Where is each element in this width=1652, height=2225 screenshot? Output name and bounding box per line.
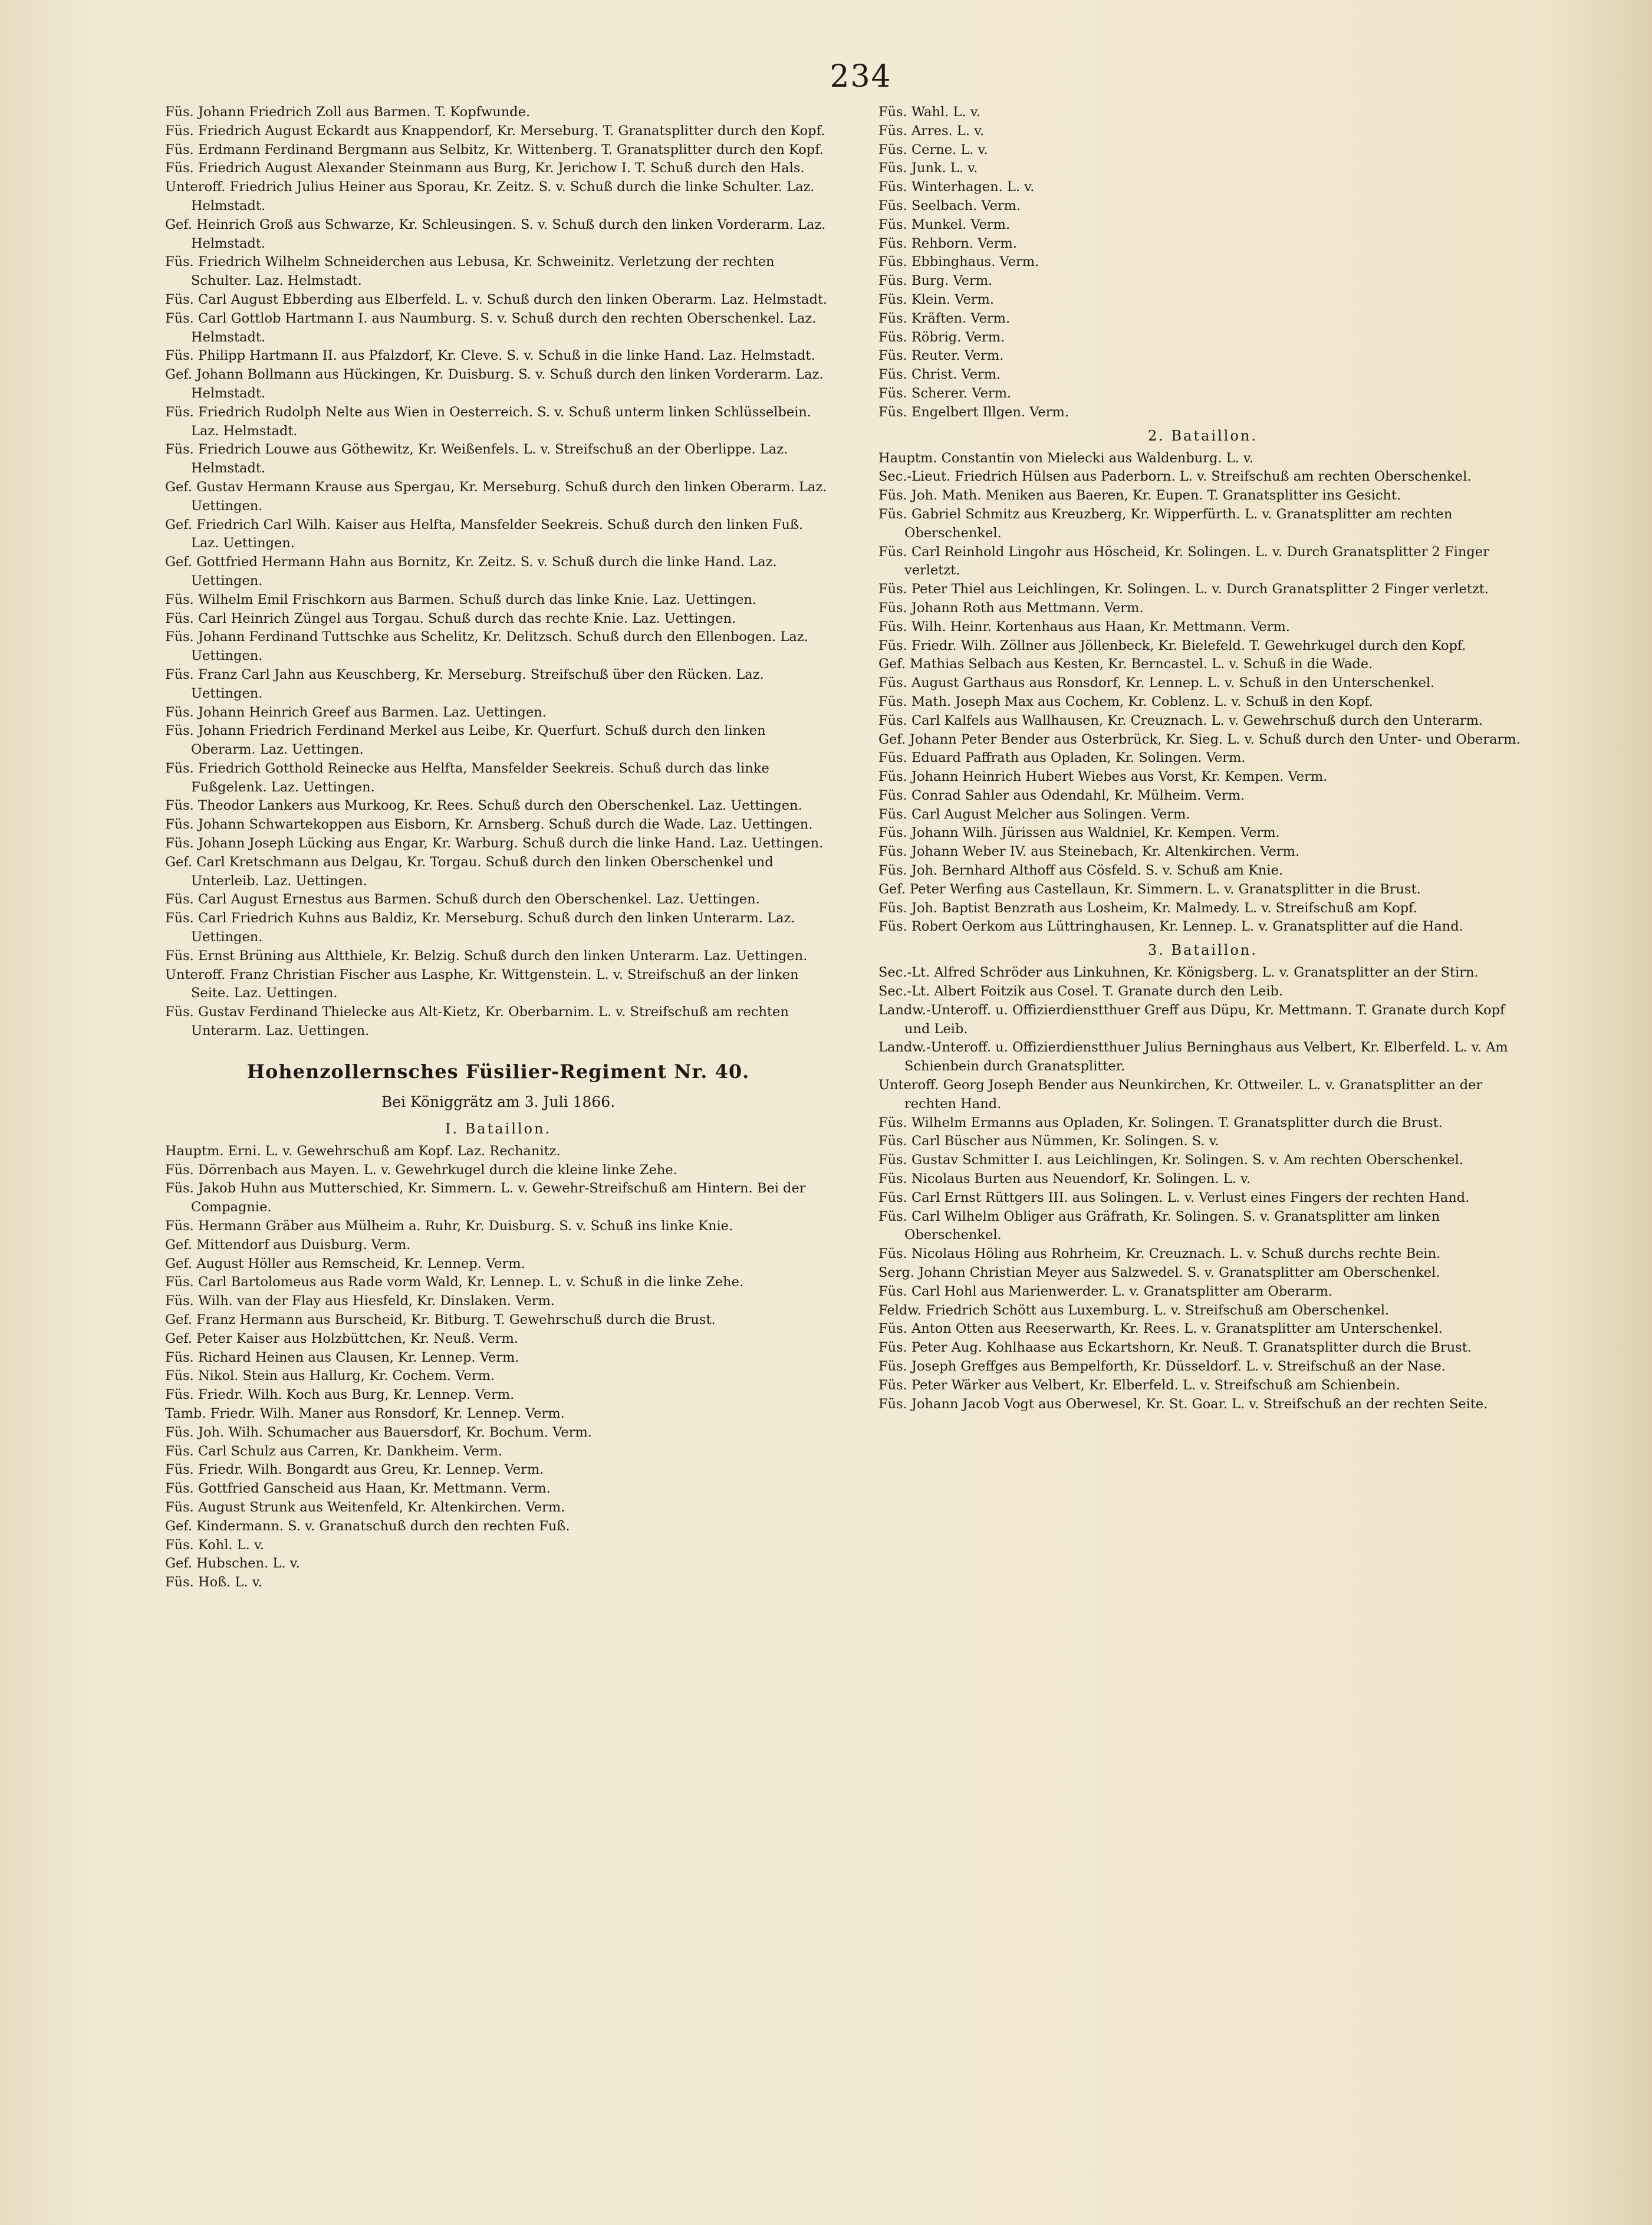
casualty-entry: Gef. Mathias Selbach aus Kesten, Kr. Berncastel. L. v. Schuß in die Wade. (878, 656, 1373, 672)
casualty-entry: Füs. Ebbinghaus. Verm. (878, 254, 1039, 270)
casualty-entry: Füs. Friedrich Wilhelm Schneiderchen aus Lebusa, Kr. Schweinitz. Verletzung der rechten Schulter. Laz. Helmstadt. (165, 254, 775, 289)
casualty-entry: Füs. Friedrich Rudolph Nelte aus Wien in Oesterreich. S. v. Schuß unterm linken Schlüsselbein. Laz. Helmstadt. (165, 404, 812, 439)
casualty-entry: Sec.-Lieut. Friedrich Hülsen aus Paderborn. L. v. Streifschuß am rechten Oberschenkel. (878, 469, 1472, 485)
casualty-entry: Füs. Winterhagen. L. v. (878, 179, 1035, 195)
right-column (878, 103, 1527, 1414)
casualty-entry: Füs. Röbrig. Verm. (878, 329, 1005, 345)
casualty-entry: Füs. August Strunk aus Weitenfeld, Kr. Altenkirchen. Verm. (165, 1499, 565, 1515)
casualty-entry: Füs. Johann Friedrich Ferdinand Merkel aus Leibe, Kr. Querfurt. Schuß durch den linken Oberarm. Laz. Uettingen. (165, 723, 766, 758)
casualty-entry: Füs. Dörrenbach aus Mayen. L. v. Gewehrkugel durch die kleine linke Zehe. (165, 1162, 677, 1178)
casualty-entry: Gef. Peter Werfing aus Castellaun, Kr. Simmern. L. v. Granatsplitter in die Brust. (878, 881, 1421, 897)
battalion-1-list (165, 1142, 831, 1592)
casualty-entry: Füs. Joh. Bernhard Althoff aus Cösfeld. S. v. Schuß am Knie. (878, 863, 1284, 879)
casualty-entry: Gef. August Höller aus Remscheid, Kr. Lennep. Verm. (165, 1256, 525, 1271)
casualty-entry: Hauptm. Constantin von Mielecki aus Waldenburg. L. v. (878, 450, 1254, 466)
casualty-entry: Füs. Wilh. Heinr. Kortenhaus aus Haan, Kr. Mettmann. Verm. (878, 619, 1290, 635)
casualty-entry: Füs. Eduard Paffrath aus Opladen, Kr. Solingen. Verm. (878, 750, 1246, 766)
casualty-entry: Füs. Carl Ernst Rüttgers III. aus Solingen. L. v. Verlust eines Fingers der rechten Hand. (878, 1189, 1470, 1205)
page-number: 234 (830, 59, 892, 94)
casualty-entry: Füs. Carl Hohl aus Marienwerder. L. v. Granatsplitter am Oberarm. (878, 1283, 1332, 1299)
casualty-entry: Füs. Friedrich August Eckardt aus Knappendorf, Kr. Merseburg. T. Granatsplitter durch den Kopf. (165, 123, 825, 139)
casualty-entry: Füs. Joh. Wilh. Schumacher aus Bauersdorf, Kr. Bochum. Verm. (165, 1424, 592, 1440)
casualty-entry: Füs. Wilhelm Emil Frischkorn aus Barmen. Schuß durch das linke Knie. Laz. Uettingen. (165, 591, 757, 607)
casualty-entry: Füs. Franz Carl Jahn aus Keuschberg, Kr. Merseburg. Streifschuß über den Rücken. Laz. Uettingen. (165, 666, 764, 701)
casualty-entry: Gef. Carl Kretschmann aus Delgau, Kr. Torgau. Schuß durch den linken Oberschenkel und Unterleib. Laz. Uettingen. (165, 854, 774, 889)
casualty-entry: Füs. Jakob Huhn aus Mutterschied, Kr. Simmern. L. v. Gewehr-Streifschuß am Hintern. Bei der Compagnie. (165, 1181, 806, 1215)
casualty-entry: Füs. Joseph Greffges aus Bempelforth, Kr. Düsseldorf. L. v. Streifschuß an der Nase. (878, 1359, 1446, 1374)
casualty-entry: Füs. Robert Oerkom aus Lüttringhausen, Kr. Lennep. L. v. Granatsplitter auf die Hand. (878, 919, 1463, 935)
casualty-entry: Füs. Johann Ferdinand Tuttschke aus Schelitz, Kr. Delitzsch. Schuß durch den Ellenbogen. Laz. Uettingen. (165, 629, 808, 664)
casualty-entry: Tamb. Friedr. Wilh. Maner aus Ronsdorf, Kr. Lennep. Verm. (165, 1406, 565, 1421)
casualty-entry: Füs. Peter Aug. Kohlhaase aus Eckartshorn, Kr. Neuß. T. Granatsplitter durch die Brust. (878, 1340, 1472, 1356)
casualty-entry: Füs. August Garthaus aus Ronsdorf, Kr. Lennep. L. v. Schuß in den Unterschenkel. (878, 675, 1435, 691)
casualty-entry: Füs. Reuter. Verm. (878, 348, 1004, 364)
casualty-entry: Füs. Carl Schulz aus Carren, Kr. Dankheim. Verm. (165, 1443, 503, 1459)
casualty-entry: Füs. Peter Wärker aus Velbert, Kr. Elberfeld. L. v. Streifschuß am Schienbein. (878, 1377, 1400, 1393)
casualty-entry: Füs. Friedrich Gotthold Reinecke aus Helfta, Mansfelder Seekreis. Schuß durch das linke Fußgelenk. Laz. Uettingen. (165, 760, 769, 795)
casualty-entry: Füs. Carl Bartolomeus aus Rade vorm Wald, Kr. Lennep. L. v. Schuß in die linke Zehe. (165, 1274, 744, 1290)
casualty-entry: Füs. Johann Friedrich Zoll aus Barmen. T. Kopfwunde. (165, 104, 531, 120)
casualty-entry: Gef. Johann Bollmann aus Hückingen, Kr. Duisburg. S. v. Schuß durch den linken Vorderarm. Laz. Helmstadt. (165, 367, 824, 401)
casualty-entry: Füs. Anton Otten aus Reeserwarth, Kr. Rees. L. v. Granatsplitter am Unterschenkel. (878, 1321, 1443, 1337)
casualty-entry: Füs. Carl Wilhelm Obliger aus Gräfrath, Kr. Solingen. S. v. Granatsplitter am linken Oberschenkel. (878, 1208, 1440, 1243)
casualty-entry: Gef. Mittendorf aus Duisburg. Verm. (165, 1237, 411, 1253)
casualty-entry: Füs. Nicolaus Höling aus Rohrheim, Kr. Creuznach. L. v. Schuß durchs rechte Bein. (878, 1246, 1441, 1262)
casualty-entry: Füs. Kräften. Verm. (878, 310, 1011, 326)
casualty-entry: Füs. Burg. Verm. (878, 273, 993, 289)
battalion-1-list-continued (878, 103, 1527, 422)
casualty-entry: Füs. Joh. Math. Meniken aus Baeren, Kr. Eupen. T. Granatsplitter ins Gesicht. (878, 488, 1401, 504)
casualty-entry: Sec.-Lt. Albert Foitzik aus Cosel. T. Granate durch den Leib. (878, 984, 1284, 1000)
casualty-entry: Füs. Carl August Ebberding aus Elberfeld. L. v. Schuß durch den linken Oberarm. Laz. Helmstadt. (165, 291, 828, 307)
casualty-entry: Füs. Johann Weber IV. aus Steinebach, Kr. Altenkirchen. Verm. (878, 844, 1300, 860)
casualty-entry: Gef. Hubschen. L. v. (165, 1556, 300, 1572)
casualty-entry: Füs. Math. Joseph Max aus Cochem, Kr. Coblenz. L. v. Schuß in den Kopf. (878, 694, 1373, 709)
casualty-entry: Füs. Gabriel Schmitz aus Kreuzberg, Kr. Wipperfürth. L. v. Granatsplitter am rechten Oberschenkel. (878, 506, 1453, 541)
casualty-entry: Füs. Joh. Baptist Benzrath aus Losheim, Kr. Malmedy. L. v. Streifschuß am Kopf. (878, 900, 1417, 916)
casualty-entry: Füs. Philipp Hartmann II. aus Pfalzdorf, Kr. Cleve. S. v. Schuß in die linke Hand. Laz. Helmstadt. (165, 348, 815, 364)
casualty-entry: Füs. Theodor Lankers aus Murkoog, Kr. Rees. Schuß durch den Oberschenkel. Laz. Uettingen. (165, 798, 802, 814)
casualty-entry: Füs. Johann Heinrich Greef aus Barmen. Laz. Uettingen. (165, 704, 547, 720)
casualty-entry: Füs. Gustav Schmitter I. aus Leichlingen, Kr. Solingen. S. v. Am rechten Oberschenkel. (878, 1152, 1463, 1168)
casualty-entry: Füs. Gottfried Ganscheid aus Haan, Kr. Mettmann. Verm. (165, 1481, 551, 1497)
casualty-entry: Füs. Johann Heinrich Hubert Wiebes aus Vorst, Kr. Kempen. Verm. (878, 769, 1328, 785)
casualty-entry: Sec.-Lt. Alfred Schröder aus Linkuhnen, Kr. Königsberg. L. v. Granatsplitter an der Stirn. (878, 965, 1479, 981)
casualty-entry: Gef. Johann Peter Bender aus Osterbrück, Kr. Sieg. L. v. Schuß durch den Unter- und Oberarm. (878, 731, 1521, 747)
casualty-entry: Füs. Kohl. L. v. (165, 1537, 265, 1553)
casualty-entry: Füs. Wilhelm Ermanns aus Opladen, Kr. Solingen. T. Granatsplitter durch die Brust. (878, 1115, 1443, 1130)
casualty-entry: Füs. Peter Thiel aus Leichlingen, Kr. Solingen. L. v. Durch Granatsplitter 2 Finger verletzt. (878, 581, 1489, 597)
casualty-entry: Füs. Christ. Verm. (878, 367, 1001, 383)
casualty-entry: Füs. Erdmann Ferdinand Bergmann aus Selbitz, Kr. Wittenberg. T. Granatsplitter durch den Kopf. (165, 142, 824, 157)
casualty-entry: Füs. Johann Roth aus Mettmann. Verm. (878, 600, 1144, 616)
casualty-entry: Füs. Carl August Ernestus aus Barmen. Schuß durch den Oberschenkel. Laz. Uettingen. (165, 892, 760, 908)
casualty-entry: Füs. Friedr. Wilh. Bongardt aus Greu, Kr. Lennep. Verm. (165, 1462, 544, 1478)
regiment-title: Hohenzollernsches Füsilier-Regiment Nr. 40. (246, 1060, 750, 1083)
casualty-entry: Hauptm. Erni. L. v. Gewehrschuß am Kopf. Laz. Rechanitz. (165, 1143, 561, 1159)
casualty-entry: Füs. Hoß. L. v. (165, 1575, 262, 1590)
casualty-entry: Füs. Johann Joseph Lücking aus Engar, Kr. Warburg. Schuß durch die linke Hand. Laz. Uettingen. (165, 836, 824, 852)
casualty-entry: Füs. Munkel. Verm. (878, 216, 1011, 232)
casualty-entry: Füs. Nikol. Stein aus Hallurg, Kr. Cochem. Verm. (165, 1368, 495, 1384)
battle-line: Bei Königgrätz am 3. Juli 1866. (381, 1093, 616, 1110)
casualty-entry: Füs. Richard Heinen aus Clausen, Kr. Lennep. Verm. (165, 1349, 519, 1365)
casualty-entry: Füs. Wahl. L. v. (878, 104, 980, 120)
casualty-entry: Füs. Wilh. van der Flay aus Hiesfeld, Kr. Dinslaken. Verm. (165, 1293, 555, 1309)
battalion-3-heading: 3. Bataillon. (1148, 942, 1258, 959)
battalion-3-list (878, 964, 1527, 1414)
casualty-entry: Serg. Johann Christian Meyer aus Salzwedel. S. v. Granatsplitter am Oberschenkel. (878, 1265, 1440, 1281)
casualty-entry: Füs. Friedr. Wilh. Koch aus Burg, Kr. Lennep. Verm. (165, 1387, 515, 1403)
casualty-entry: Füs. Junk. L. v. (878, 160, 978, 176)
casualty-entry: Gef. Gottfried Hermann Hahn aus Bornitz, Kr. Zeitz. S. v. Schuß durch die linke Hand. Laz. Uettingen. (165, 554, 777, 589)
casualty-entry: Füs. Gustav Ferdinand Thielecke aus Alt-Kietz, Kr. Oberbarnim. L. v. Streifschuß am rechten Unterarm. Laz. Uettingen. (165, 1004, 789, 1039)
casualty-list-continued (165, 103, 831, 1041)
casualty-entry: Füs. Johann Jacob Vogt aus Oberwesel, Kr. St. Goar. L. v. Streifschuß an der rechten Seite. (878, 1396, 1488, 1412)
battalion-2-list (878, 449, 1527, 937)
casualty-entry: Gef. Kindermann. S. v. Granatschuß durch den rechten Fuß. (165, 1518, 570, 1534)
casualty-entry: Füs. Conrad Sahler aus Odendahl, Kr. Mülheim. Verm. (878, 787, 1245, 803)
casualty-entry: Füs. Carl Reinhold Lingohr aus Höscheid, Kr. Solingen. L. v. Durch Granatsplitter 2 Finger verletzt. (878, 544, 1489, 579)
casualty-entry: Füs. Nicolaus Burten aus Neuendorf, Kr. Solingen. L. v. (878, 1171, 1251, 1187)
casualty-entry: Füs. Scherer. Verm. (878, 385, 1012, 401)
casualty-entry: Gef. Gustav Hermann Krause aus Spergau, Kr. Merseburg. Schuß durch den linken Oberarm. Laz. Uettingen. (165, 479, 827, 514)
battalion-1-heading: I. Bataillon. (445, 1120, 552, 1137)
casualty-entry: Füs. Cerne. L. v. (878, 142, 988, 157)
casualty-entry: Füs. Rehborn. Verm. (878, 235, 1017, 251)
casualty-entry: Landw.-Unteroff. u. Offizierdienstthuer Julius Berninghaus aus Velbert, Kr. Elberfeld. L. v. Am Schienbein durch Granatsplitter. (878, 1040, 1508, 1074)
casualty-entry: Füs. Seelbach. Verm. (878, 198, 1021, 213)
casualty-entry: Füs. Carl Büscher aus Nümmen, Kr. Solingen. S. v. (878, 1133, 1220, 1149)
casualty-entry: Gef. Heinrich Groß aus Schwarze, Kr. Schleusingen. S. v. Schuß durch den linken Vorderarm. Laz. Helmstadt. (165, 216, 826, 251)
casualty-entry: Füs. Friedrich August Alexander Steinmann aus Burg, Kr. Jerichow I. T. Schuß durch den Hals. (165, 160, 805, 176)
casualty-entry: Füs. Carl Heinrich Züngel aus Torgau. Schuß durch das rechte Knie. Laz. Uettingen. (165, 610, 736, 626)
casualty-entry: Gef. Peter Kaiser aus Holzbüttchen, Kr. Neuß. Verm. (165, 1330, 518, 1346)
casualty-entry: Füs. Carl Gottlob Hartmann I. aus Naumburg. S. v. Schuß durch den rechten Oberschenkel. Laz. Helmstadt. (165, 310, 817, 345)
battalion-2-heading: 2. Bataillon. (1148, 427, 1258, 444)
casualty-entry: Füs. Engelbert Illgen. Verm. (878, 404, 1069, 420)
casualty-entry: Füs. Ernst Brüning aus Altthiele, Kr. Belzig. Schuß durch den linken Unterarm. Laz. Uettingen. (165, 948, 808, 964)
left-column (165, 103, 831, 1592)
casualty-entry: Füs. Hermann Gräber aus Mülheim a. Ruhr, Kr. Duisburg. S. v. Schuß ins linke Knie. (165, 1218, 733, 1234)
casualty-entry: Füs. Arres. L. v. (878, 123, 985, 139)
casualty-entry: Füs. Klein. Verm. (878, 291, 995, 307)
casualty-entry: Füs. Carl Kalfels aus Wallhausen, Kr. Creuznach. L. v. Gewehrschuß durch den Unterarm. (878, 712, 1483, 728)
casualty-entry: Füs. Johann Wilh. Jürissen aus Waldniel, Kr. Kempen. Verm. (878, 825, 1280, 841)
casualty-entry: Unteroff. Georg Joseph Bender aus Neunkirchen, Kr. Ottweiler. L. v. Granatsplitter an der rechten Hand. (878, 1077, 1483, 1112)
casualty-entry: Gef. Franz Hermann aus Burscheid, Kr. Bitburg. T. Gewehrschuß durch die Brust. (165, 1312, 716, 1328)
casualty-entry: Landw.-Unteroff. u. Offizierdienstthuer Greff aus Düpu, Kr. Mettmann. T. Granate durch Kopf und Leib. (878, 1002, 1505, 1037)
casualty-entry: Füs. Johann Schwartekoppen aus Eisborn, Kr. Arnsberg. Schuß durch die Wade. Laz. Uettingen. (165, 817, 813, 833)
casualty-entry: Unteroff. Franz Christian Fischer aus Lasphe, Kr. Wittgenstein. L. v. Streifschuß an der linken Seite. Laz. Uettingen. (165, 967, 799, 1001)
casualty-entry: Füs. Carl Friedrich Kuhns aus Baldiz, Kr. Merseburg. Schuß durch den linken Unterarm. Laz. Uettingen. (165, 911, 795, 945)
casualty-entry: Gef. Friedrich Carl Wilh. Kaiser aus Helfta, Mansfelder Seekreis. Schuß durch den linken Fuß. Laz. Uettingen. (165, 517, 804, 551)
casualty-entry: Unteroff. Friedrich Julius Heiner aus Sporau, Kr. Zeitz. S. v. Schuß durch die linke Schulter. Laz. Helmstadt. (165, 179, 815, 213)
casualty-entry: Füs. Carl August Melcher aus Solingen. Verm. (878, 806, 1190, 822)
casualty-entry: Füs. Friedrich Louwe aus Göthewitz, Kr. Weißenfels. L. v. Streifschuß an der Oberlippe. Laz. Helmstadt. (165, 442, 788, 476)
casualty-entry: Füs. Friedr. Wilh. Zöllner aus Jöllenbeck, Kr. Bielefeld. T. Gewehrkugel durch den Kopf. (878, 637, 1466, 653)
casualty-entry: Feldw. Friedrich Schött aus Luxemburg. L. v. Streifschuß am Oberschenkel. (878, 1302, 1390, 1318)
